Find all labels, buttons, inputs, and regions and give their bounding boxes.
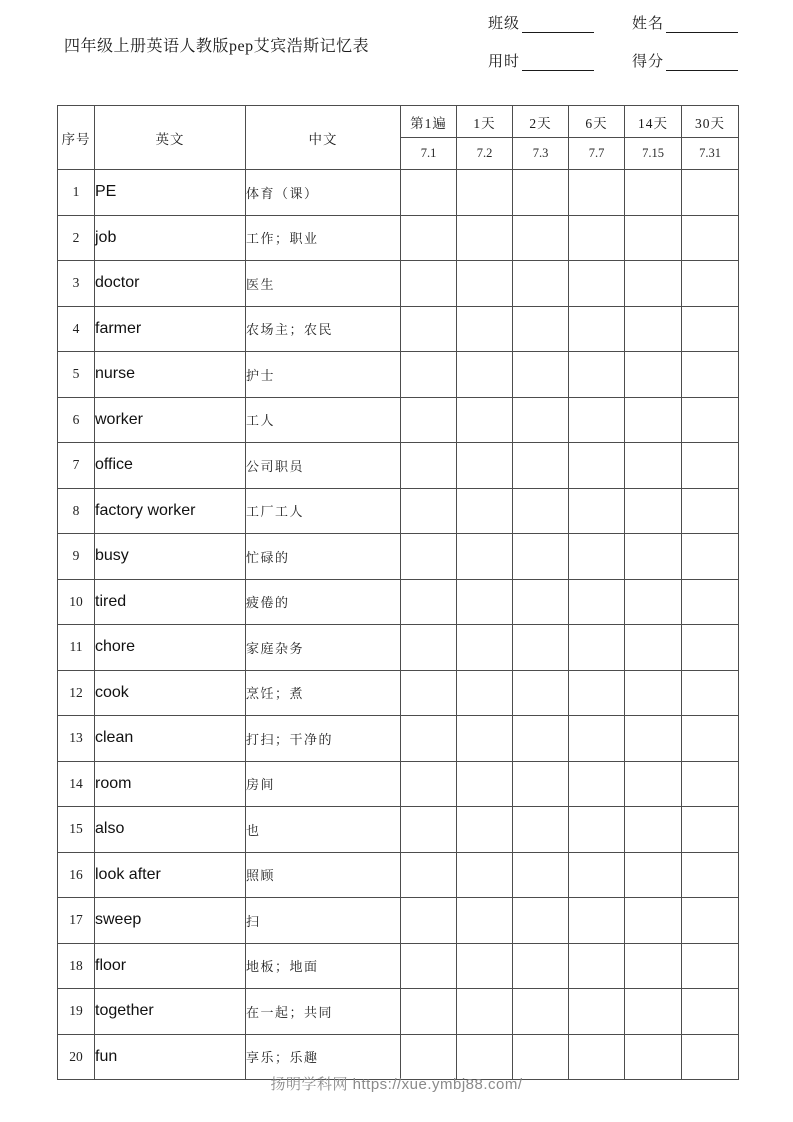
table-row <box>58 397 739 443</box>
english-word: office <box>95 443 246 489</box>
review-check-cell <box>682 625 739 671</box>
review-check-cell <box>513 534 569 580</box>
review-check-cell <box>625 352 682 398</box>
table-row <box>58 352 739 398</box>
review-check-cell <box>401 898 457 944</box>
review-check-cell <box>625 943 682 989</box>
table-row <box>58 170 739 216</box>
review-check-cell <box>569 306 625 352</box>
english-word: job <box>95 215 246 261</box>
row-number: 14 <box>58 761 95 807</box>
review-check-cell <box>513 670 569 716</box>
english-word: room <box>95 761 246 807</box>
review-check-cell <box>401 170 457 216</box>
table-row <box>58 625 739 671</box>
review-check-cell <box>513 761 569 807</box>
review-check-cell <box>625 170 682 216</box>
review-col-date: 7.3 <box>513 138 569 170</box>
table-row <box>58 670 739 716</box>
review-check-cell <box>513 352 569 398</box>
review-check-cell <box>401 488 457 534</box>
review-check-cell <box>569 170 625 216</box>
table-row <box>58 943 739 989</box>
review-check-cell <box>569 989 625 1035</box>
review-check-cell <box>682 898 739 944</box>
review-check-cell <box>625 625 682 671</box>
chinese-meaning: 护士 <box>246 352 401 398</box>
score-field <box>632 50 738 71</box>
review-check-cell <box>401 215 457 261</box>
review-check-cell <box>625 579 682 625</box>
col-header-chinese: 中文 <box>246 106 401 170</box>
review-check-cell <box>569 670 625 716</box>
english-word: floor <box>95 943 246 989</box>
review-check-cell <box>682 443 739 489</box>
review-check-cell <box>513 488 569 534</box>
review-check-cell <box>569 579 625 625</box>
review-check-cell <box>569 761 625 807</box>
english-word: busy <box>95 534 246 580</box>
review-check-cell <box>401 761 457 807</box>
review-check-cell <box>625 989 682 1035</box>
page-title: 四年级上册英语人教版pep艾宾浩斯记忆表 <box>64 38 370 55</box>
row-number: 9 <box>58 534 95 580</box>
review-check-cell <box>457 534 513 580</box>
review-check-cell <box>569 215 625 261</box>
row-number: 15 <box>58 807 95 853</box>
review-check-cell <box>682 943 739 989</box>
chinese-meaning: 工作；职业 <box>246 215 401 261</box>
chinese-meaning: 体育（课） <box>246 170 401 216</box>
review-check-cell <box>682 807 739 853</box>
review-check-cell <box>513 170 569 216</box>
review-check-cell <box>457 261 513 307</box>
review-col-header: 14天 <box>625 106 682 138</box>
row-number: 17 <box>58 898 95 944</box>
review-check-cell <box>569 716 625 762</box>
review-check-cell <box>457 716 513 762</box>
review-check-cell <box>401 306 457 352</box>
chinese-meaning: 享乐；乐趣 <box>246 1034 401 1080</box>
review-check-cell <box>457 579 513 625</box>
english-word: together <box>95 989 246 1035</box>
review-check-cell <box>513 443 569 489</box>
review-check-cell <box>682 488 739 534</box>
review-check-cell <box>401 716 457 762</box>
review-check-cell <box>457 989 513 1035</box>
review-check-cell <box>457 397 513 443</box>
review-check-cell <box>513 306 569 352</box>
vocab-table <box>57 105 739 1080</box>
review-check-cell <box>569 488 625 534</box>
row-number: 7 <box>58 443 95 489</box>
review-check-cell <box>569 443 625 489</box>
review-check-cell <box>625 807 682 853</box>
review-check-cell <box>682 761 739 807</box>
review-check-cell <box>682 215 739 261</box>
review-check-cell <box>625 852 682 898</box>
chinese-meaning: 疲倦的 <box>246 579 401 625</box>
review-check-cell <box>457 170 513 216</box>
english-word: chore <box>95 625 246 671</box>
time-blank-line <box>522 54 594 71</box>
review-check-cell <box>625 534 682 580</box>
row-number: 1 <box>58 170 95 216</box>
row-number: 11 <box>58 625 95 671</box>
review-col-header: 6天 <box>569 106 625 138</box>
english-word: tired <box>95 579 246 625</box>
review-check-cell <box>401 852 457 898</box>
row-number: 8 <box>58 488 95 534</box>
review-col-date: 7.7 <box>569 138 625 170</box>
review-check-cell <box>457 352 513 398</box>
review-check-cell <box>682 352 739 398</box>
review-check-cell <box>457 943 513 989</box>
review-check-cell <box>401 352 457 398</box>
score-blank-line <box>666 54 738 71</box>
table-row <box>58 534 739 580</box>
review-check-cell <box>625 443 682 489</box>
name-blank-line <box>666 16 738 33</box>
english-word: nurse <box>95 352 246 398</box>
row-number: 20 <box>58 1034 95 1080</box>
class-field <box>488 12 594 33</box>
table-row <box>58 852 739 898</box>
english-word: fun <box>95 1034 246 1080</box>
review-check-cell <box>625 488 682 534</box>
review-col-date: 7.1 <box>401 138 457 170</box>
review-check-cell <box>569 807 625 853</box>
footer-site-name: 扬明学科网 <box>270 1076 348 1093</box>
chinese-meaning: 房间 <box>246 761 401 807</box>
review-check-cell <box>625 898 682 944</box>
class-blank-line <box>522 16 594 33</box>
review-check-cell <box>457 761 513 807</box>
chinese-meaning: 工人 <box>246 397 401 443</box>
review-col-date: 7.15 <box>625 138 682 170</box>
english-word: doctor <box>95 261 246 307</box>
review-col-date: 7.31 <box>682 138 739 170</box>
review-check-cell <box>625 306 682 352</box>
review-check-cell <box>569 943 625 989</box>
row-number: 12 <box>58 670 95 716</box>
col-header-number: 序号 <box>58 106 95 170</box>
chinese-meaning: 也 <box>246 807 401 853</box>
review-check-cell <box>401 625 457 671</box>
row-number: 10 <box>58 579 95 625</box>
chinese-meaning: 工厂工人 <box>246 488 401 534</box>
review-col-header: 2天 <box>513 106 569 138</box>
review-check-cell <box>569 397 625 443</box>
review-check-cell <box>513 215 569 261</box>
chinese-meaning: 在一起；共同 <box>246 989 401 1035</box>
row-number: 13 <box>58 716 95 762</box>
review-check-cell <box>513 943 569 989</box>
chinese-meaning: 医生 <box>246 261 401 307</box>
review-check-cell <box>457 488 513 534</box>
col-header-english: 英文 <box>95 106 246 170</box>
review-check-cell <box>682 170 739 216</box>
row-number: 18 <box>58 943 95 989</box>
review-check-cell <box>401 943 457 989</box>
row-number: 5 <box>58 352 95 398</box>
row-number: 6 <box>58 397 95 443</box>
chinese-meaning: 照顾 <box>246 852 401 898</box>
review-col-date: 7.2 <box>457 138 513 170</box>
review-check-cell <box>625 261 682 307</box>
score-label: 得分 <box>631 54 664 70</box>
review-check-cell <box>513 852 569 898</box>
english-word: sweep <box>95 898 246 944</box>
chinese-meaning: 公司职员 <box>246 443 401 489</box>
row-number: 16 <box>58 852 95 898</box>
review-check-cell <box>625 215 682 261</box>
review-check-cell <box>682 852 739 898</box>
table-row <box>58 989 739 1035</box>
fields-row-1 <box>488 12 738 33</box>
review-check-cell <box>682 397 739 443</box>
review-check-cell <box>569 625 625 671</box>
time-field <box>488 50 594 71</box>
review-check-cell <box>401 989 457 1035</box>
footer-watermark <box>0 1073 793 1094</box>
review-check-cell <box>625 397 682 443</box>
header-fields <box>488 12 738 71</box>
review-check-cell <box>682 716 739 762</box>
review-check-cell <box>457 852 513 898</box>
table-row <box>58 579 739 625</box>
table-row <box>58 215 739 261</box>
review-check-cell <box>569 352 625 398</box>
english-word: worker <box>95 397 246 443</box>
chinese-meaning: 忙碌的 <box>246 534 401 580</box>
fields-row-2 <box>488 50 738 71</box>
review-check-cell <box>513 625 569 671</box>
review-check-cell <box>457 306 513 352</box>
review-check-cell <box>401 261 457 307</box>
review-check-cell <box>569 534 625 580</box>
review-check-cell <box>457 625 513 671</box>
review-col-header: 第1遍 <box>401 106 457 138</box>
table-row <box>58 761 739 807</box>
table-row <box>58 306 739 352</box>
english-word: cook <box>95 670 246 716</box>
review-check-cell <box>513 898 569 944</box>
review-check-cell <box>401 807 457 853</box>
table-row <box>58 807 739 853</box>
review-check-cell <box>682 989 739 1035</box>
table-row <box>58 898 739 944</box>
review-check-cell <box>569 898 625 944</box>
table-row <box>58 716 739 762</box>
name-label: 姓名 <box>631 16 664 32</box>
vocab-rows <box>58 170 739 1080</box>
row-number: 19 <box>58 989 95 1035</box>
review-check-cell <box>513 989 569 1035</box>
chinese-meaning: 家庭杂务 <box>246 625 401 671</box>
review-check-cell <box>625 716 682 762</box>
review-check-cell <box>401 670 457 716</box>
english-word: also <box>95 807 246 853</box>
review-check-cell <box>513 397 569 443</box>
row-number: 4 <box>58 306 95 352</box>
english-word: farmer <box>95 306 246 352</box>
review-check-cell <box>457 898 513 944</box>
table-header-row-labels <box>58 106 739 138</box>
english-word: factory worker <box>95 488 246 534</box>
english-word: PE <box>95 170 246 216</box>
review-check-cell <box>457 215 513 261</box>
chinese-meaning: 农场主；农民 <box>246 306 401 352</box>
chinese-meaning: 打扫；干净的 <box>246 716 401 762</box>
review-check-cell <box>682 534 739 580</box>
english-word: look after <box>95 852 246 898</box>
review-check-cell <box>569 261 625 307</box>
table-row <box>58 443 739 489</box>
english-word: clean <box>95 716 246 762</box>
review-check-cell <box>513 579 569 625</box>
class-label: 班级 <box>488 16 521 32</box>
review-check-cell <box>457 807 513 853</box>
review-check-cell <box>401 443 457 489</box>
review-check-cell <box>457 670 513 716</box>
review-check-cell <box>401 397 457 443</box>
review-check-cell <box>513 261 569 307</box>
chinese-meaning: 扫 <box>246 898 401 944</box>
review-check-cell <box>682 670 739 716</box>
table-row <box>58 488 739 534</box>
table-row <box>58 261 739 307</box>
row-number: 2 <box>58 215 95 261</box>
chinese-meaning: 烹饪；煮 <box>246 670 401 716</box>
footer-site-url[interactable]: https://xue.ymbj88.com/ <box>352 1076 523 1093</box>
chinese-meaning: 地板；地面 <box>246 943 401 989</box>
review-check-cell <box>682 579 739 625</box>
review-col-header: 1天 <box>457 106 513 138</box>
review-check-cell <box>625 761 682 807</box>
review-check-cell <box>401 534 457 580</box>
review-col-header: 30天 <box>682 106 739 138</box>
review-check-cell <box>457 443 513 489</box>
time-label: 用时 <box>488 54 521 70</box>
review-check-cell <box>682 306 739 352</box>
review-check-cell <box>513 807 569 853</box>
review-check-cell <box>569 852 625 898</box>
review-check-cell <box>401 579 457 625</box>
row-number: 3 <box>58 261 95 307</box>
review-check-cell <box>513 716 569 762</box>
name-field <box>632 12 738 33</box>
review-check-cell <box>682 261 739 307</box>
review-check-cell <box>625 670 682 716</box>
